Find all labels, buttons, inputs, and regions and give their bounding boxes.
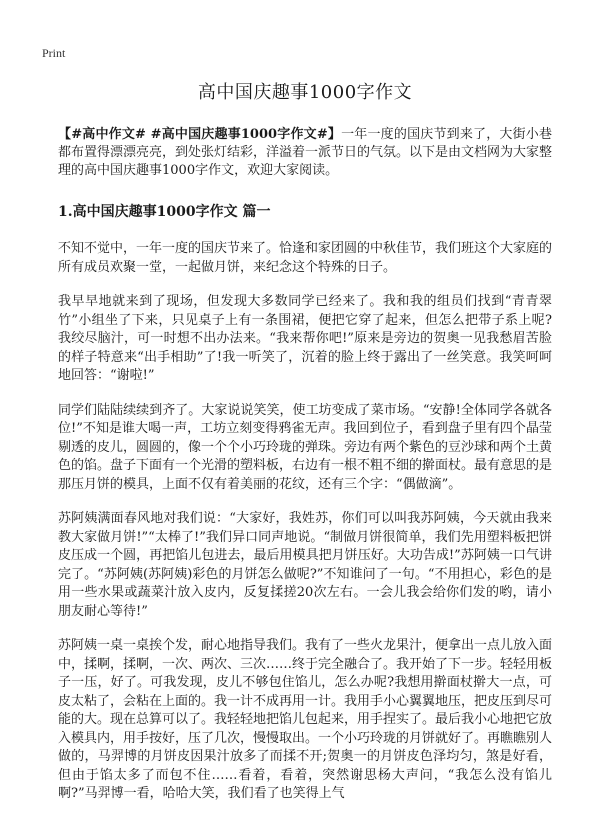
- intro-tag: 【#高中作文# #高中国庆趣事1000字作文#】: [58, 127, 342, 142]
- intro-text: 一年一度的国庆节到来了，大街小巷都布置得漂漂亮亮，到处张灯结彩，洋溢着一派节日的气氛。以下是由文档网为大家整理的高中国庆趣事1000字作文，欢迎大家阅读。: [58, 127, 553, 178]
- document-page: [58, 80, 552, 820]
- body-paragraph-4: 苏阿姨满面春风地对我们说：“大家好，我姓苏，你们可以叫我苏阿姨，今天就由我来教大家做月饼!”“太棒了!”我们异口同声地说。“制做月饼很简单，我们先用塑料板把饼皮压成一个圆，再把馅儿包进去，最后用模具把月饼压好。大功告成!”苏阿姨一口气讲完了。“苏阿姨(苏阿姨)彩色的月饼怎么做呢?”不知谁问了一句。“不用担心，彩色的是用一些水果或蔬菜汁放入皮内，反复揉搓20次左右。一会儿我会给你们发的哟，请小朋友耐心等待!”: [58, 511, 552, 619]
- body-paragraph-1: 不知不觉中，一年一度的国庆节来了。恰逢和家团圆的中秋佳节，我们班这个大家庭的所有成员欢聚一堂，一起做月饼，来纪念这个特殊的日子。: [58, 241, 553, 275]
- body-paragraph-2: 我早早地就来到了现场，但发现大多数同学已经来了。我和我的组员们找到“青青翠竹”小组坐了下来，只见桌子上有一条围裙，便把它穿了起来，但怎么把带子系上呢?我绞尽脑汁，可一时想不出办法来。“我来帮你吧!”原来是旁边的贺奥一见我愁眉苦脸的样子特意来“出手相助”了!我一听笑了，沉着的脸上终于露出了一丝笑意。我笑呵呵地回答：“谢啦!”: [58, 294, 552, 383]
- intro-paragraph: [58, 126, 552, 180]
- print-link[interactable]: Print: [42, 46, 66, 60]
- body-paragraph-3: 同学们陆陆续续到齐了。大家说说笑笑，使工坊变成了菜市场。“安静!全体同学各就各位!”不知是谁大喝一声，工坊立刻变得鸦雀无声。我回到位子，看到盘子里有四个晶莹剔透的皮儿，圆圆的，像一个个小巧玲珑的弹珠。旁边有两个紫色的豆沙球和两个土黄色的馅。盘子下面有一个光滑的塑料板，右边有一根不粗不细的擀面杖。最有意思的是那压月饼的模具，上面不仅有着美丽的花纹，还有三个字：“偶做滴”。: [58, 402, 553, 492]
- section-heading: 1.高中国庆趣事1000字作文 篇一: [58, 204, 271, 220]
- page-title: 高中国庆趣事1000字作文: [197, 82, 413, 103]
- body-paragraph-5: 苏阿姨一桌一桌挨个发，耐心地指导我们。我有了一些火龙果汁，便拿出一点儿放入面中，揉啊，揉啊，一次、两次、三次……终于完全融合了。我开始了下一步。轻轻用板子一压，好了。可我发现，皮儿不够包住馅儿，怎么办呢?我想用擀面杖擀大一点，可皮太粘了，会粘在上面的。我一计不成再用一计。我用手小心翼翼地压，把皮压到尽可能的大。现在总算可以了。我轻轻地把馅儿包起来，用手捏实了。最后我小心地把它放入模具内，用手按好，压了几次，慢慢取出。一个小巧玲珑的月饼就好了。再瞧瞧别人做的，马羿博的月饼皮因果汁放多了而揉不开;贺奥一的月饼皮色泽均匀，煞是好看，但由于馅太多了而包不住……看着，看着，突然谢思杨大声问，“我怎么没有馅儿啊?”马羿博一看，哈哈大笑，我们看了也笑得上气: [58, 638, 553, 801]
